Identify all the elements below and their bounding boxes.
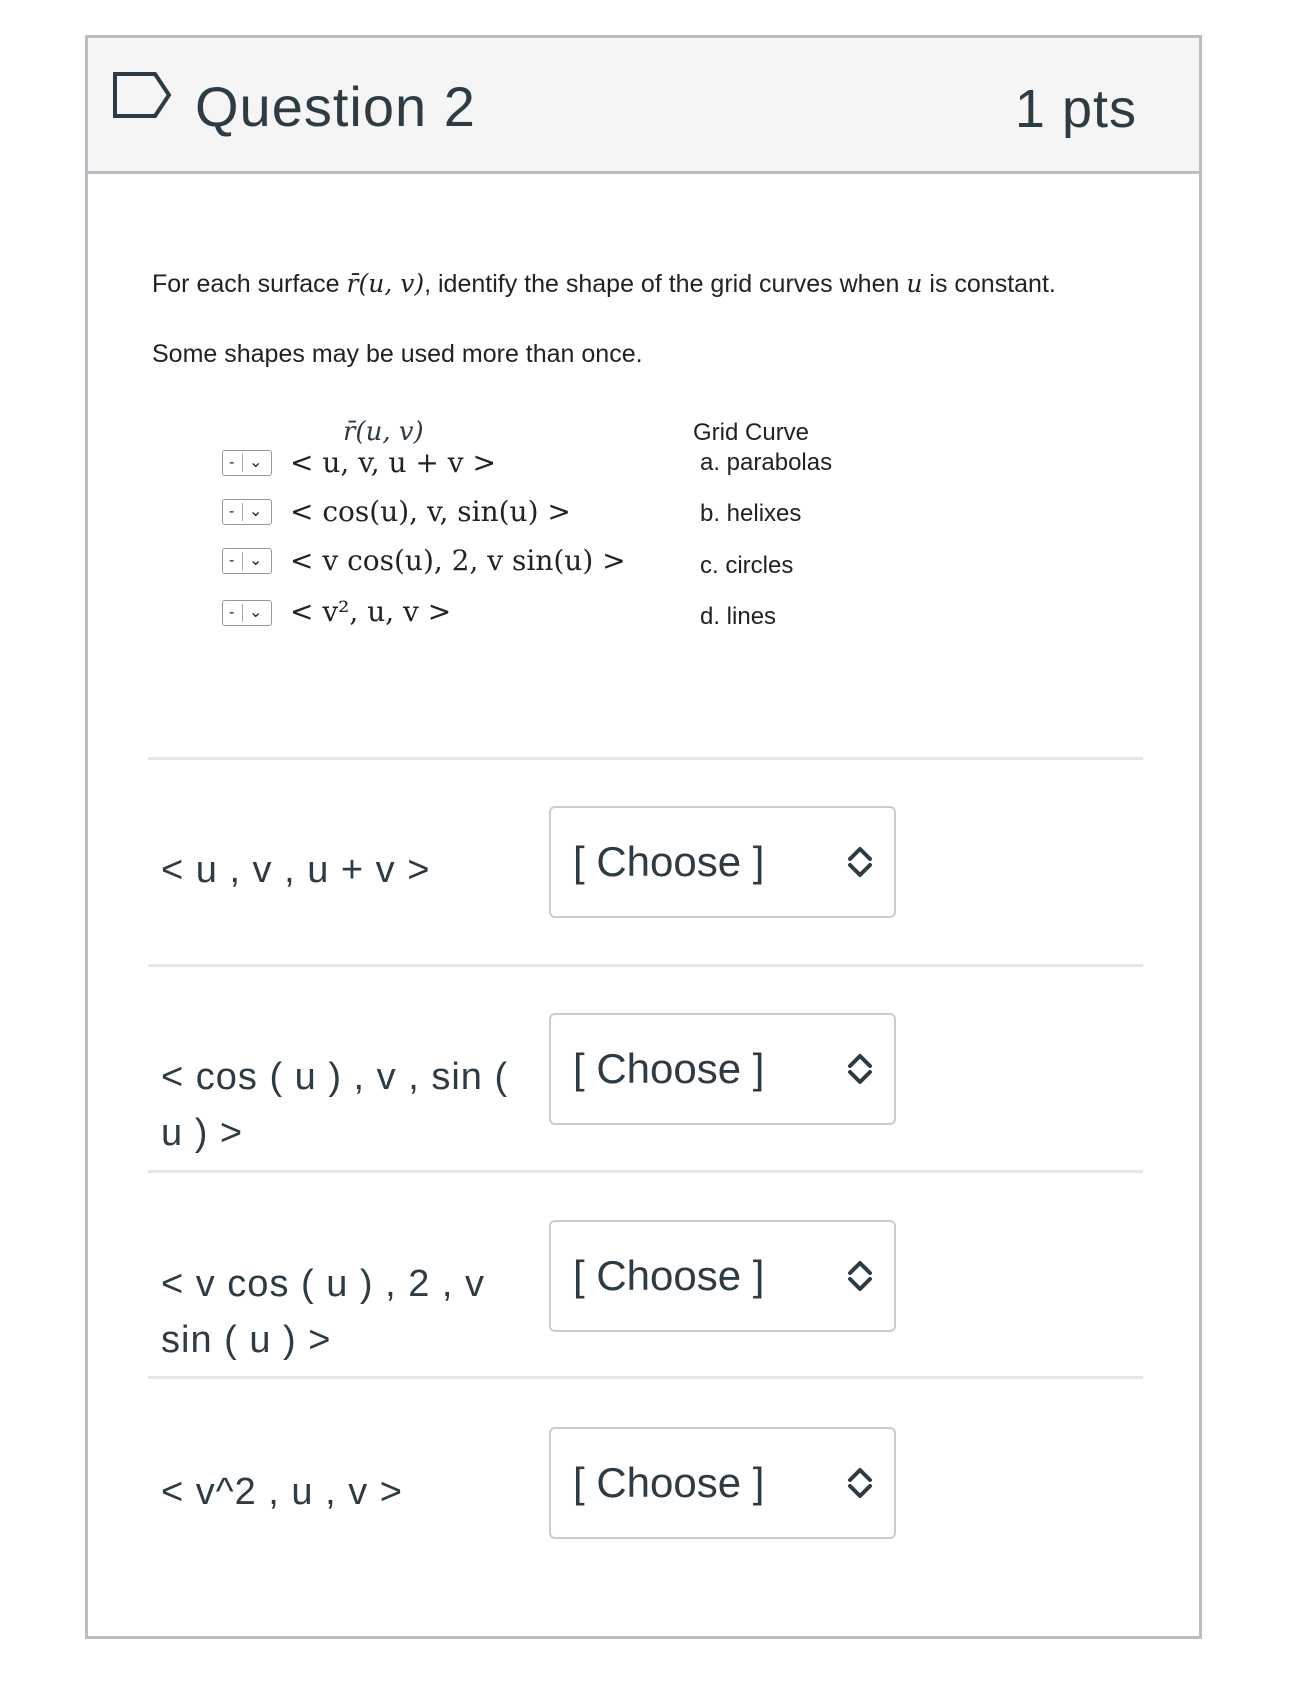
answer-label-2: < cos ( u ) , v , sin ( u ) > (161, 1056, 509, 1154)
question-card (85, 35, 1202, 1639)
chevron-down-icon: ⌄ (249, 503, 263, 520)
table-header-r: r̄(u, v) (343, 417, 424, 447)
row-select-3[interactable] (222, 548, 272, 574)
flag-icon[interactable] (111, 70, 173, 120)
option-d: d. lines (700, 603, 777, 630)
select-separator (242, 604, 243, 622)
row-expression-3: < v cos(u), 2, v sin(u) > (290, 544, 626, 577)
table-header-grid-curve: Grid Curve (693, 419, 810, 446)
row-select-value: - (229, 454, 235, 471)
divider (148, 1170, 1143, 1173)
row-select-value: - (229, 604, 235, 621)
option-b: b. helixes (700, 500, 802, 527)
select-separator (242, 454, 243, 472)
answer-select-3[interactable] (549, 1220, 896, 1332)
up-down-arrows-icon (844, 842, 876, 882)
row-select-4[interactable] (222, 600, 272, 626)
chevron-down-icon: ⌄ (249, 552, 263, 569)
option-a: a. parabolas (700, 449, 833, 476)
answer-select-4[interactable] (549, 1427, 896, 1539)
row-select-1[interactable] (222, 450, 272, 476)
up-down-arrows-icon (844, 1049, 876, 1089)
chevron-down-icon: ⌄ (249, 454, 263, 471)
answer-select-value: [ Choose ] (573, 1459, 765, 1506)
instruction-line-1: For each surface r̄(u, v), identify the shape of the grid curves when u is constant. (152, 269, 1056, 298)
select-separator (242, 552, 243, 570)
answer-select-2[interactable] (549, 1013, 896, 1125)
up-down-arrows-icon (844, 1256, 876, 1296)
answer-select-value: [ Choose ] (573, 838, 765, 885)
question-points: 1 pts (1014, 79, 1137, 139)
row-select-2[interactable] (222, 499, 272, 525)
answer-label-4: < v^2 , u , v > (161, 1471, 403, 1513)
select-separator (242, 503, 243, 521)
answer-label-3: < v cos ( u ) , 2 , v sin ( u ) > (161, 1263, 486, 1361)
row-expression-2: < cos(u), v, sin(u) > (290, 495, 571, 528)
question-title: Question 2 (195, 75, 476, 138)
answer-label-1: < u , v , u + v > (161, 849, 431, 891)
divider (148, 1376, 1143, 1379)
chevron-down-icon: ⌄ (249, 604, 263, 621)
question-header (88, 38, 1199, 174)
divider (148, 964, 1143, 967)
instruction-line-2: Some shapes may be used more than once. (152, 340, 643, 368)
answer-select-1[interactable] (549, 806, 896, 918)
answer-select-value: [ Choose ] (573, 1252, 765, 1299)
row-select-value: - (229, 552, 235, 569)
up-down-arrows-icon (844, 1463, 876, 1503)
row-expression-1: < u, v, u + v > (290, 446, 496, 479)
row-expression-4: < v², u, v > (290, 595, 452, 628)
answer-select-value: [ Choose ] (573, 1045, 765, 1092)
option-c: c. circles (700, 552, 794, 579)
divider (148, 757, 1143, 760)
row-select-value: - (229, 503, 235, 520)
